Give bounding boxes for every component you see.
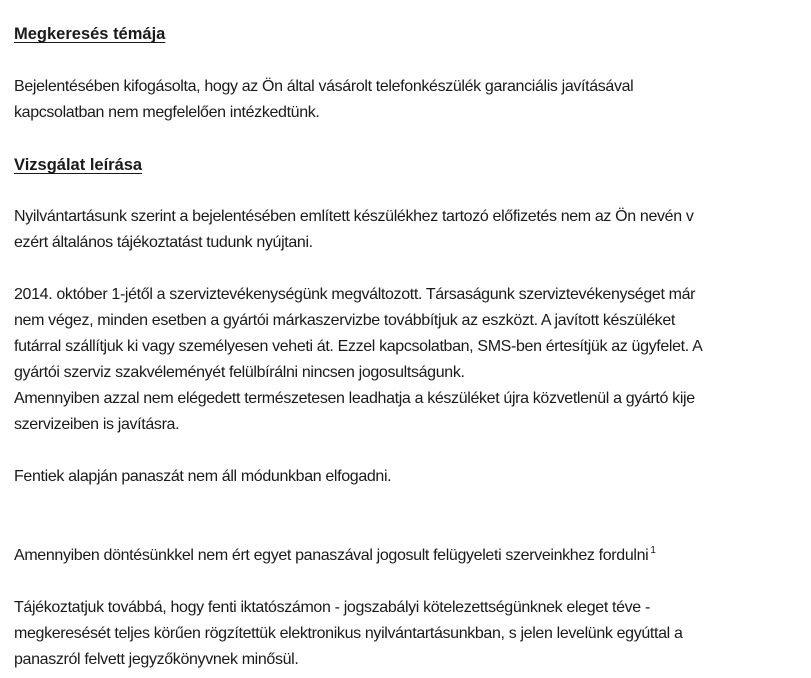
- investigation-p2-line-2: nem végez, minden esetben a gyártói márkaszervizbe továbbítjuk az eszközt. A javított készüléket: [14, 312, 675, 329]
- closing-line-3: panaszról felvett jegyzőkönyvnek minősül.: [14, 651, 299, 668]
- footnote-mark: 1: [650, 545, 656, 556]
- investigation-p2-line-3: futárral szállítjuk ki vagy személyesen veheti át. Ezzel kapcsolatban, SMS-ben értesítjük az ügyfelet. A: [14, 338, 703, 355]
- investigation-p2-line-1: 2014. október 1-jétől a szerviztevékenységünk megváltozott. Társaságunk szerviztevékenységet már: [14, 286, 696, 303]
- heading-investigation: Vizsgálat leírása: [14, 156, 143, 174]
- appeal-text: Amennyiben döntésünkkel nem ért egyet panaszával jogosult felügyeleti szerveinkhez fordulni: [14, 547, 649, 564]
- investigation-p2-line-5: Amennyiben azzal nem elégedett természetesen leadhatja a készüléket újra közvetlenül a gyártó kije: [14, 390, 695, 407]
- topic-line-2: kapcsolatban nem megfelelően intézkedtünk.: [14, 104, 320, 121]
- investigation-p2-line-6: szervizeiben is javításra.: [14, 416, 180, 433]
- conclusion-text: Fentiek alapján panaszát nem áll módunkban elfogadni.: [14, 468, 392, 485]
- investigation-p2-line-4: gyártói szerviz szakvéleményét felülbírálni nincsen jogosultságunk.: [14, 364, 465, 381]
- closing-line-2: megkeresését teljes körűen rögzítettük elektronikus nyilvántartásunkban, s jelen levelünk egyúttal a: [14, 625, 683, 642]
- closing-line-1: Tájékoztatjuk továbbá, hogy fenti iktatószámon - jogszabályi kötelezettségünknek eleget téve -: [14, 599, 650, 616]
- topic-line-1: Bejelentésében kifogásolta, hogy az Ön által vásárolt telefonkészülék garanciális javításával: [14, 78, 634, 95]
- heading-topic: Megkeresés témája: [14, 25, 166, 43]
- appeal-line: [14, 546, 656, 566]
- investigation-p1-line-1: Nyilvántartásunk szerint a bejelentésében említett készülékhez tartozó előfizetés nem az Ön nevén v: [14, 208, 694, 225]
- investigation-p1-line-2: ezért általános tájékoztatást tudunk nyújtani.: [14, 234, 313, 251]
